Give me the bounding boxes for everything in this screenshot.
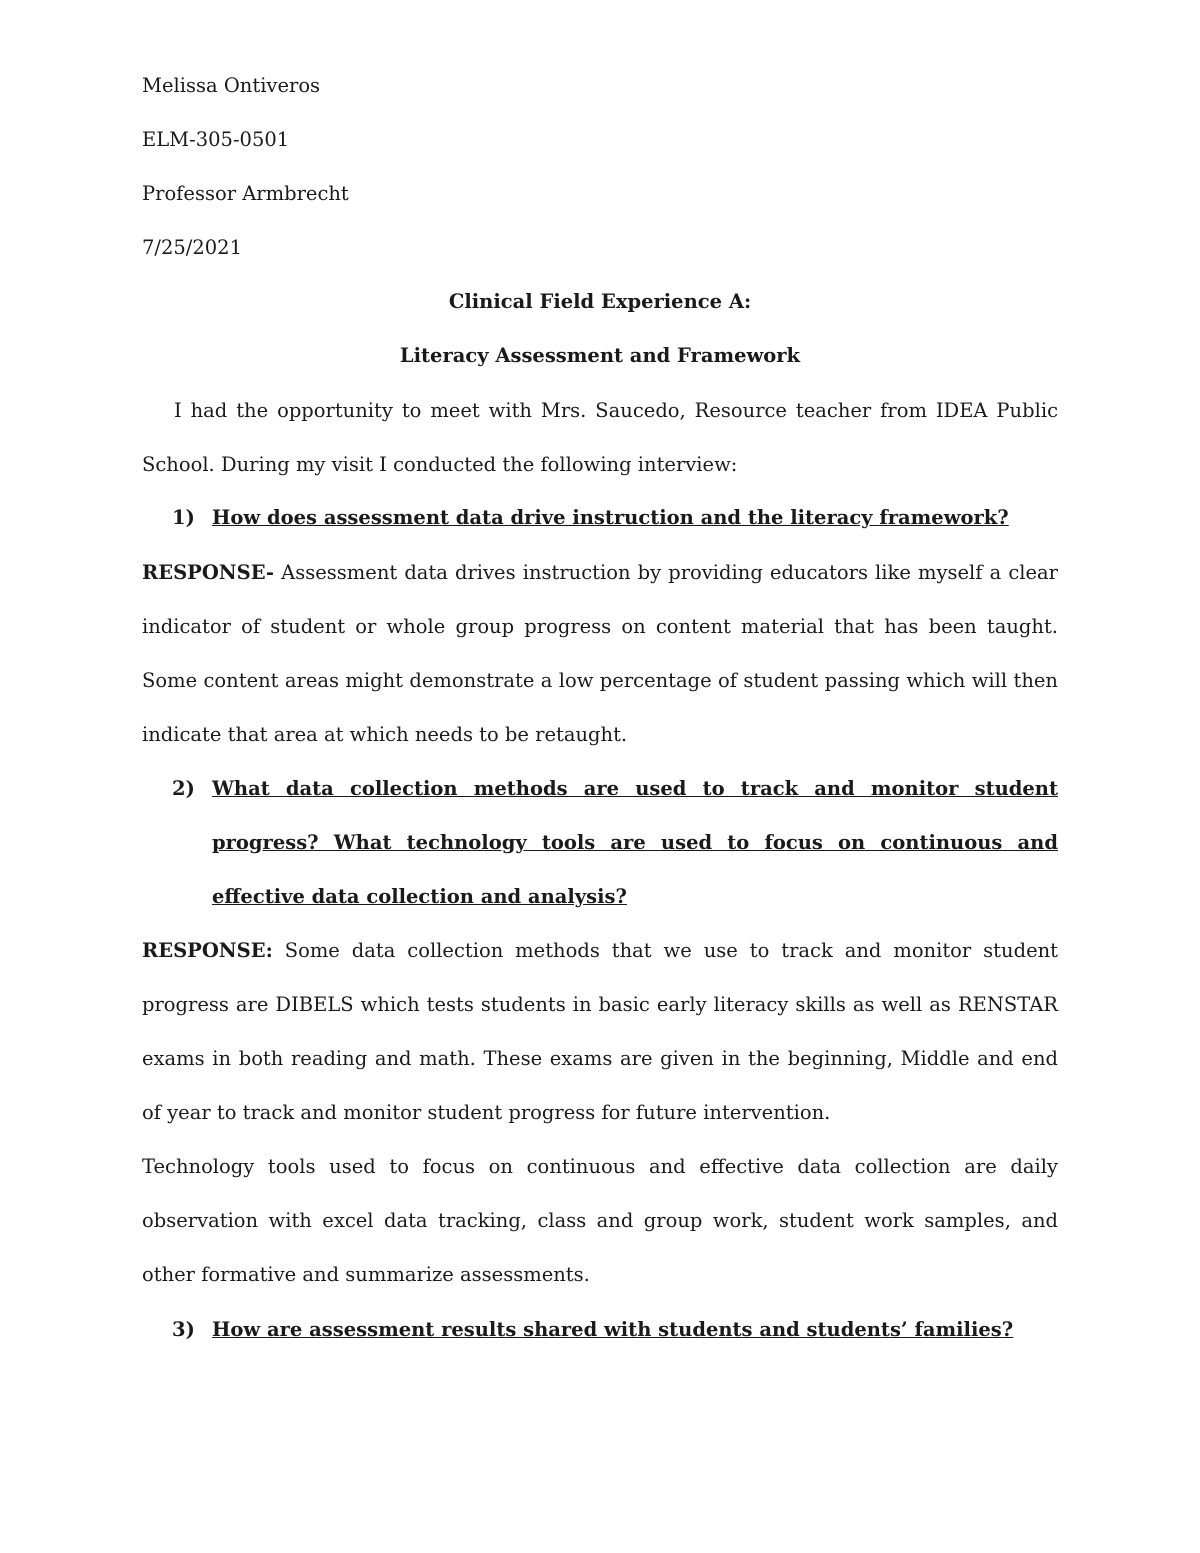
- professor-name: Professor Armbrecht: [142, 182, 349, 205]
- question-3: [172, 1303, 1058, 1357]
- question-3-text: How are assessment results shared with students and students’ families?: [212, 1318, 1014, 1341]
- question-2-text: What data collection methods are used to track and monitor student progress? What technology tools are used to focus on continuous and effective data collection and analysis?: [212, 777, 1058, 908]
- question-1-number: 1): [172, 506, 195, 529]
- response-2: [142, 924, 1058, 1140]
- question-1-text: How does assessment data drive instruction and the literacy framework?: [212, 506, 1009, 529]
- intro-paragraph: I had the opportunity to meet with Mrs. Saucedo, Resource teacher from IDEA Public School. During my visit I conducted the following interview:: [142, 399, 1058, 476]
- course-code: ELM-305-0501: [142, 128, 290, 151]
- question-2-number: 2): [172, 777, 195, 800]
- response-1-text: Assessment data drives instruction by providing educators like myself a clear indicator of student or whole group progress on content material that has been taught. Some content areas might demonstrate a low percentage of student passing which will then indicate that area at which needs to be retaught.: [142, 561, 1058, 746]
- document-date: 7/25/2021: [142, 236, 242, 259]
- student-name: Melissa Ontiveros: [142, 74, 321, 97]
- response-2-text: Some data collection methods that we use to track and monitor student progress are DIBELS which tests students in basic early literacy skills as well as RENSTAR exams in both reading and math. These exams are given in the beginning, Middle and end of year to track and monitor student progress for future intervention.: [142, 939, 1058, 1124]
- response-1-label: RESPONSE-: [142, 561, 275, 584]
- document-subtitle: Literacy Assessment and Framework: [399, 344, 801, 367]
- document-title: Clinical Field Experience A:: [448, 290, 752, 313]
- question-3-number: 3): [172, 1318, 195, 1341]
- question-2: [172, 762, 1058, 924]
- response-1: [142, 546, 1058, 762]
- response-2-continued: Technology tools used to focus on continuous and effective data collection are daily observation with excel data tracking, class and group work, student work samples, and other formative and summarize assessments.: [142, 1155, 1058, 1286]
- response-2-label: RESPONSE:: [142, 939, 273, 962]
- question-1: [172, 491, 1058, 545]
